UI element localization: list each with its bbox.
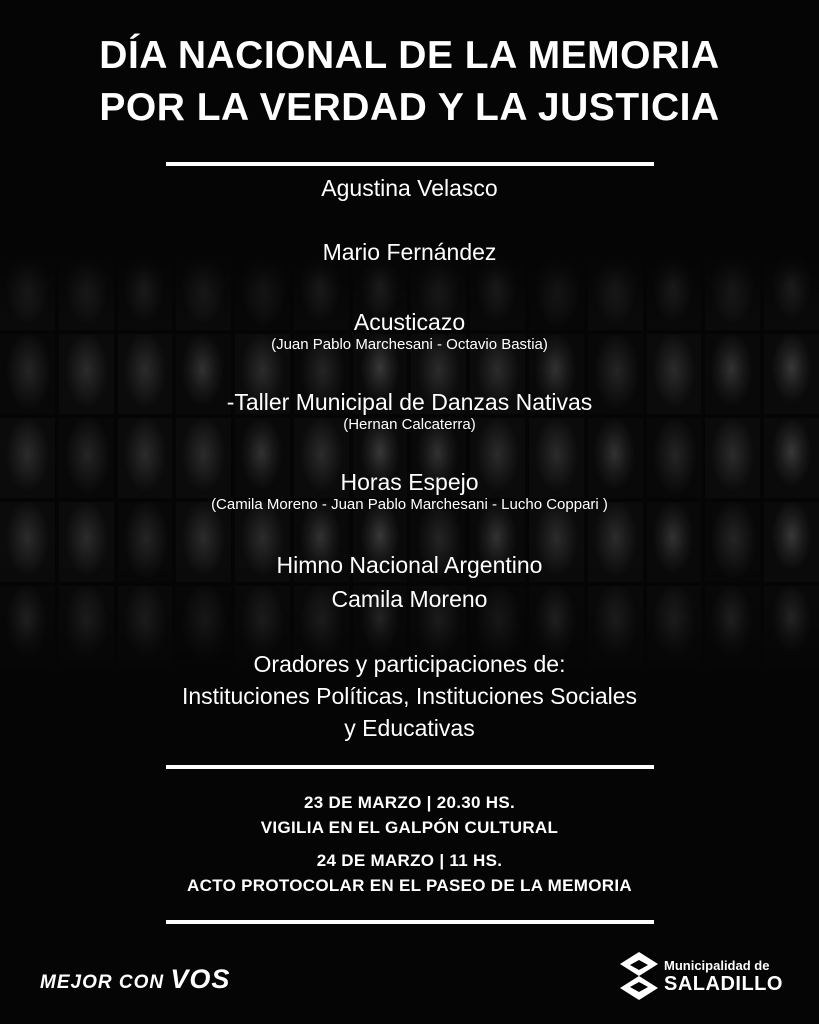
lineup-item-performer: Camila Moreno <box>331 586 488 612</box>
lineup-item-name: Horas Espejo <box>340 469 479 495</box>
divider-top <box>166 162 654 166</box>
lineup-item-members: (Juan Pablo Marchesani - Octavio Bastia) <box>271 336 548 353</box>
slogan-logo <box>40 964 230 995</box>
lineup-item-members: (Hernan Calcaterra) <box>343 416 476 433</box>
event-schedule <box>0 790 819 898</box>
event-item <box>0 848 819 898</box>
event-date: 24 DE MARZO | 11 HS. <box>316 851 503 870</box>
event-description: ACTO PROTOCOLAR EN EL PASEO DE LA MEMORIA <box>187 876 632 895</box>
lineup-item-name: Mario Fernández <box>322 239 497 265</box>
lineup-item-name: Agustina Velasco <box>321 175 498 201</box>
lineup-list <box>0 174 819 744</box>
event-item <box>0 790 819 840</box>
logo-text <box>664 958 783 995</box>
event-description: VIGILIA EN EL GALPÓN CULTURAL <box>260 818 559 837</box>
poster-content <box>0 0 819 166</box>
municipality-logo <box>620 952 783 1000</box>
lineup-item <box>0 468 819 548</box>
speakers-institutions-end: y Educativas <box>344 715 475 741</box>
event-date: 23 DE MARZO | 20.30 HS. <box>304 793 515 812</box>
lineup-item-members: (Camila Moreno - Juan Pablo Marchesani - Lucho Coppari ) <box>211 496 608 513</box>
page-title <box>0 0 819 134</box>
title-line-1: DÍA NACIONAL DE LA MEMORIA <box>99 34 720 77</box>
divider-bottom <box>166 920 654 924</box>
divider-middle <box>166 765 654 769</box>
speakers-institutions: Instituciones Políticas, Instituciones Sociales <box>181 683 638 709</box>
slogan-text: MEJOR CON <box>40 972 171 993</box>
logo-name: SALADILLO <box>664 972 783 995</box>
lineup-item <box>0 548 819 648</box>
slogan-highlight: VOS <box>170 964 231 994</box>
lineup-item <box>0 308 819 388</box>
lineup-item-name: Himno Nacional Argentino <box>276 552 543 578</box>
logo-subtitle: Municipalidad de <box>664 957 770 973</box>
title-line-2: POR LA VERDAD Y LA JUSTICIA <box>99 86 720 129</box>
saladillo-logo-icon <box>620 952 658 1000</box>
lineup-item <box>0 174 819 238</box>
lineup-item <box>0 238 819 308</box>
lineup-item-name: -Taller Municipal de Danzas Nativas <box>226 389 593 415</box>
speakers-heading: Oradores y participaciones de: <box>253 651 566 677</box>
lineup-item-name: Acusticazo <box>353 309 466 335</box>
lineup-item <box>0 388 819 468</box>
lineup-item <box>0 648 819 744</box>
